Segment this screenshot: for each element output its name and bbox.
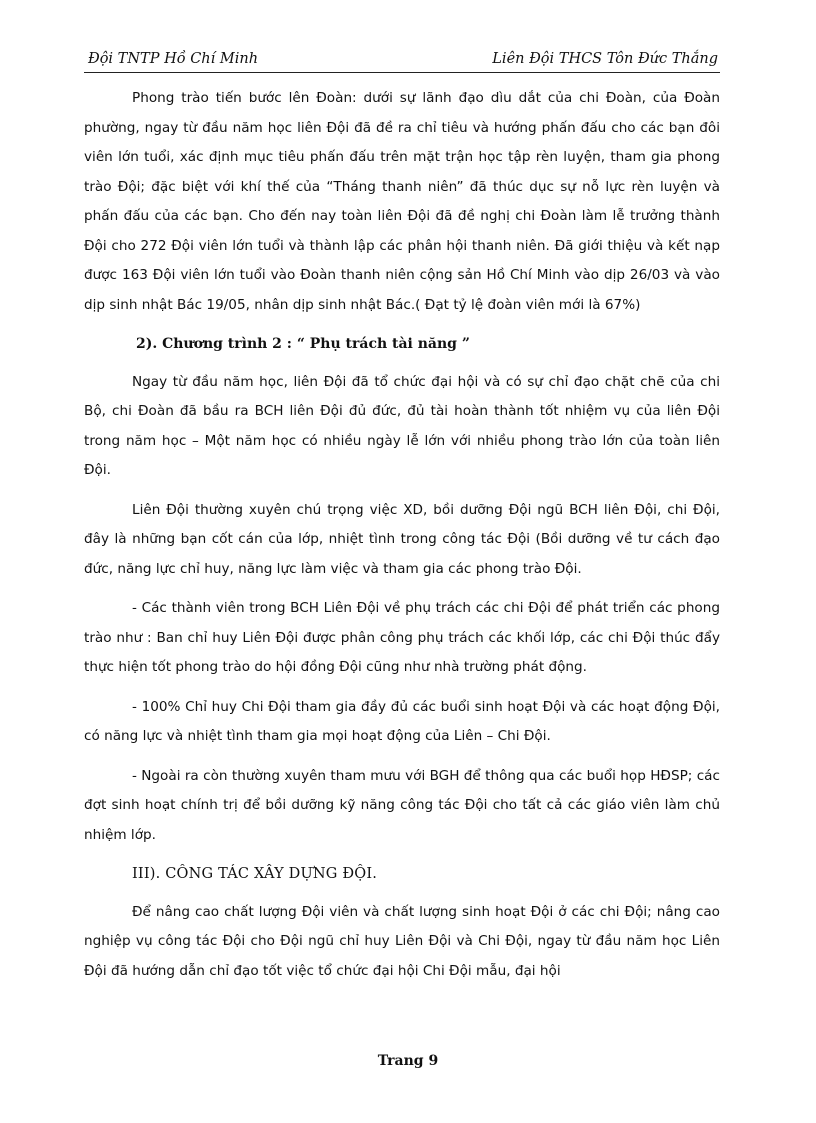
paragraph-bch-training: Liên Đội thường xuyên chú trọng việc XD, bồi dưỡng Đội ngũ BCH liên Đội, chi Đội, đây là những bạn cốt cán của lớp, nhiệt tình trong công tác Đội (Bồi dưỡng về tư cách đạo đức, năng lực chỉ huy, năng lực làm việc và tham gia các phong trào Đội.	[84, 501, 720, 577]
paragraph-building-team: Để nâng cao chất lượng Đội viên và chất lượng sinh hoạt Đội ở các chi Đội; nâng cao nghiệp vụ công tác Đội cho Đội ngũ chỉ huy Liên Đội và Chi Đội, ngay từ đầu năm học Liên Đội đã hướng dẫn chỉ đạo tốt việc tổ chức đại hội Chi Đội mẫu, đại hội	[84, 903, 720, 979]
document-body	[84, 84, 720, 996]
header-school: Liên Đội THCS Tôn Đức Thắng	[492, 51, 718, 67]
section-heading-iii: III). CÔNG TÁC XÂY DỰNG ĐỘI.	[132, 866, 378, 882]
page-number: Trang 9	[377, 1053, 439, 1069]
section-heading-program-2: 2). Chương trình 2 : “ Phụ trách tài năng ”	[136, 336, 470, 352]
paragraph-commanders: - 100% Chỉ huy Chi Đội tham gia đầy đủ các buổi sinh hoạt Đội và các hoạt động Đội, có năng lực và nhiệt tình tham gia mọi hoạt động của Liên – Chi Đội.	[84, 698, 720, 744]
paragraph-advisory: - Ngoài ra còn thường xuyên tham mưu với BGH để thông qua các buổi họp HĐSP; các đợt sinh hoạt chính trị để bồi dưỡng kỹ năng công tác Đội cho tất cả các giáo viên làm chủ nhiệm lớp.	[84, 767, 720, 843]
paragraph-congress: Ngay từ đầu năm học, liên Đội đã tổ chức đại hội và có sự chỉ đạo chặt chẽ của chi Bộ, chi Đoàn đã bầu ra BCH liên Đội đủ đức, đủ tài hoàn thành tốt nhiệm vụ của liên Đội trong năm học – Một năm học có nhiều ngày lễ lớn với nhiều phong trào lớn của toàn liên Đội.	[84, 373, 720, 478]
header-organization: Đội TNTP Hồ Chí Minh	[88, 51, 259, 67]
paragraph-bch-members: - Các thành viên trong BCH Liên Đội về phụ trách các chi Đội để phát triển các phong trào như : Ban chỉ huy Liên Đội được phân công phụ trách các khối lớp, các chi Đội thúc đẩy thực hiện tốt phong trào do hội đồng Đội cũng như nhà trường phát động.	[84, 600, 720, 675]
paragraph-youth-union-movement: Phong trào tiến bước lên Đoàn: dưới sự lãnh đạo dìu dắt của chi Đoàn, của Đoàn phường, ngay từ đầu năm học liên Đội đã đề ra chỉ tiêu và hướng phấn đấu cho các bạn đôi viên lớn tuổi, xác định mục tiêu phấn đấu trên mặt trận học tập rèn luyện, tham gia phong trào Đội; đặc biệt với khí thế của “Tháng thanh niên” đã thúc dục sự nỗ lực rèn luyện và phấn đấu của các bạn. Cho đến nay toàn liên Đội đã đề nghị chi Đoàn làm lễ trưởng thành Đội cho 272 Đội viên lớn tuổi và thành lập các phân hội thanh niên. Đã giới thiệu và kết nạp được 163 Đội viên lớn tuổi vào Đoàn thanh niên cộng sản Hồ Chí Minh vào dịp 26/03 và vào dịp sinh nhật Bác 19/05, nhân dịp sinh nhật Bác.( Đạt tỷ lệ đoàn viên mới là 67%)	[84, 90, 720, 313]
page-header	[84, 50, 720, 73]
